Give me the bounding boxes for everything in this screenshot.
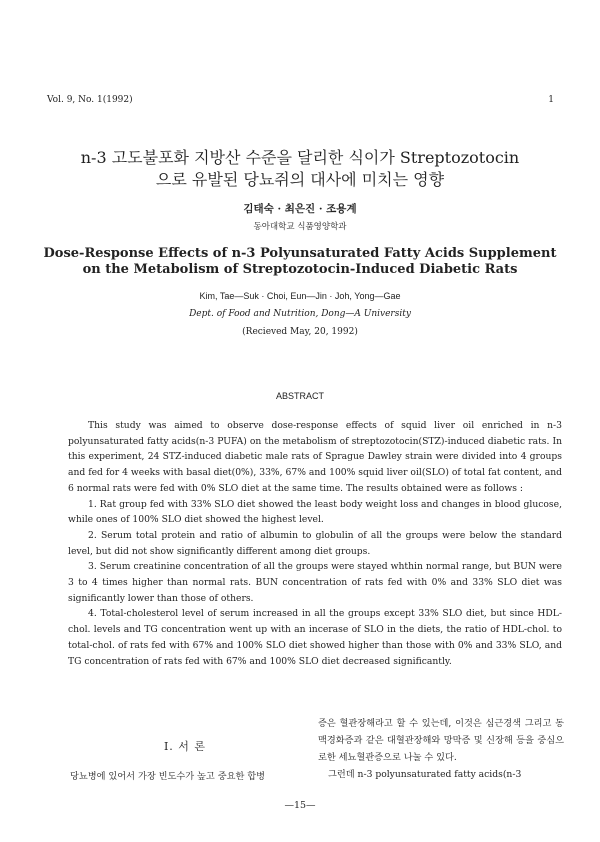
english-title-line-2: on the Metabolism of Streptozotocin-Induced Diabetic Rats [82,262,518,277]
abstract-paragraph: 2. Serum total protein and ratio of albumin to globulin of all the groups were below the standard level, but did not show significantly different among diet groups. [68,529,562,557]
korean-affiliation: 동아대학교 식품영양학과 [253,222,347,232]
abstract-paragraph: This study was aimed to observe dose-response effects of squid liver oil enriched in n-3 polyunsaturated fatty acids(n-3 PUFA) on the metabolism of streptozotocin(STZ)-induced diabetic rats. In this experiment, 24 STZ-induced diabetic male rats of Sprague Dawley strain were divided into 4 groups and fed for 4 weeks with basal diet(0%), 33%, 67% and 100% squid liver oil(SLO) of total fat content, and 6 normal rats were fed with 0% SLO diet at the same time. The results obtained were as follows : [68,420,562,494]
abstract-body [68,418,562,669]
english-affiliation: Dept. of Food and Nutrition, Dong—A University [189,309,411,319]
right-column-paragraph: 증은 혈관장해라고 할 수 있는데, 이것은 심근경색 그리고 동맥경화증과 같은 대혈관장해와 망막증 및 신장해 등을 중심으로한 세뇨혈관증으로 나눌 수 있다. [318,718,564,763]
page-index: 1 [548,95,554,105]
left-column-text: 당뇨병에 있어서 가장 빈도수가 높고 중요한 합병 [70,771,266,782]
korean-title-line-1: n-3 고도불포화 지방산 수준을 달리한 식이가 Streptozotocin [80,148,520,167]
korean-authors: 김태숙 · 최은진 · 조용계 [243,203,357,215]
abstract-paragraph: 4. Total-cholesterol level of serum increased in all the groups except 33% SLO diet, but since HDL-chol. levels and TG concentration went up with an incerase of SLO in the diets, the ratio of HDL-chol. to total-chol. of rats fed with 67% and 100% SLO diet showed higher than those with 0% and 33% SLO, and TG concentration of rats fed with 67% and 100% SLO diet decreased significantly. [68,608,562,667]
page-number: —15— [284,800,316,811]
abstract-heading: ABSTRACT [275,391,324,401]
english-authors: Kim, Tae—Suk · Choi, Eun—Jin · Joh, Yong—Gae [199,291,401,301]
section-heading-introduction: I. 서 론 [163,740,207,753]
abstract-paragraph: 3. Serum creatinine concentration of all the groups were stayed whthin normal range, but BUN were 3 to 4 times higher than normal rats. BUN concentration of rats fed with 0% and 33% SLO diet was significantly lower than those of others. [68,561,562,604]
right-column-paragraph: 그런데 n-3 polyunsaturated fatty acids(n-3 [328,769,522,780]
korean-title-line-2: 으로 유발된 당뇨쥐의 대사에 미치는 영향 [155,170,445,189]
received-date: (Recieved May, 20, 1992) [242,327,358,337]
journal-reference: Vol. 9, No. 1(1992) [47,95,133,105]
right-column-text [318,715,564,783]
english-title-line-1: Dose-Response Effects of n-3 Polyunsaturated Fatty Acids Supplement [43,246,557,261]
abstract-paragraph: 1. Rat group fed with 33% SLO diet showed the least body weight loss and changes in blood glucose, while ones of 100% SLO diet showed the highest level. [68,498,562,526]
